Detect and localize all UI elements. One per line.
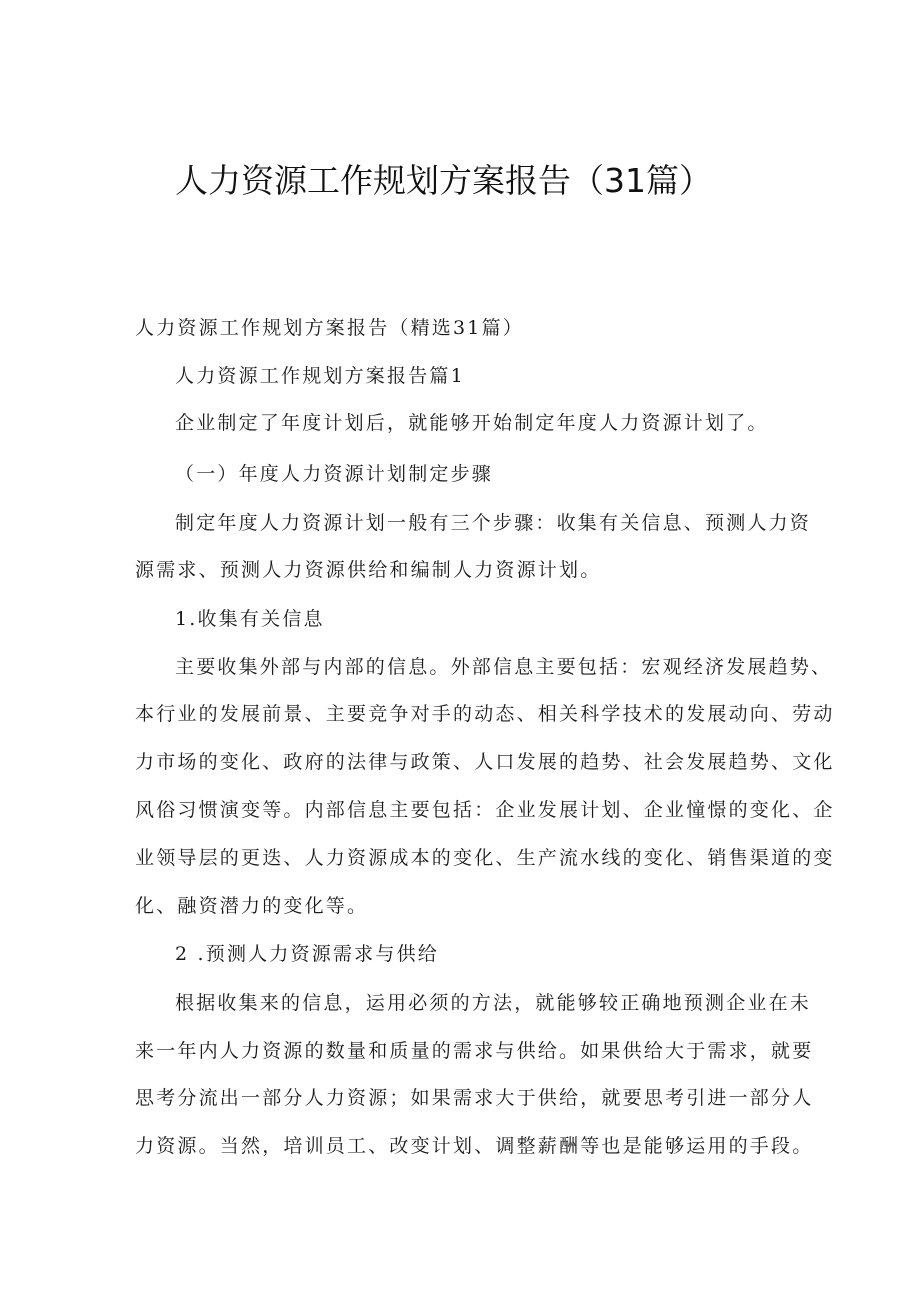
paragraph-line: 力市场的变化、政府的法律与政策、人口发展的趋势、社会发展趋势、文化 <box>135 751 835 773</box>
paragraph-line: 制定年度人力资源计划一般有三个步骤：收集有关信息、预测人力资 <box>175 512 812 534</box>
paragraph-line: 风俗习惯演变等。内部信息主要包括：企业发展计划、企业憧憬的变化、企 <box>135 799 835 821</box>
numbered-heading: 1.收集有关信息 <box>175 608 325 630</box>
section-heading: 人力资源工作规划方案报告篇1 <box>175 365 465 387</box>
paragraph-line: 主要收集外部与内部的信息。外部信息主要包括：宏观经济发展趋势、 <box>175 656 833 678</box>
paragraph-line: 源需求、预测人力资源供给和编制人力资源计划。 <box>135 559 602 581</box>
paragraph-line: 力资源。当然，培训员工、改变计划、调整薪酬等也是能够运用的手段。 <box>135 1135 814 1157</box>
paragraph-line: 本行业的发展前景、主要竞争对手的动态、相关科学技术的发展动向、劳动 <box>135 703 835 725</box>
paragraph-line: 化、融资潜力的变化等。 <box>135 895 369 917</box>
paragraph-line: 思考分流出一部分人力资源；如果需求大于供给，就要思考引进一部分人 <box>135 1087 814 1109</box>
paragraph-line: 来一年内人力资源的数量和质量的需求与供给。如果供给大于需求，就要 <box>135 1040 814 1062</box>
document-subtitle: 人力资源工作规划方案报告（精选31篇） <box>135 317 524 339</box>
paragraph-line: 根据收集来的信息，运用必须的方法，就能够较正确地预测企业在未 <box>175 992 812 1014</box>
document-title: 人力资源工作规划方案报告（31篇） <box>175 161 712 200</box>
paragraph-line: 业领导层的更迭、人力资源成本的变化、生产流水线的变化、销售渠道的变 <box>135 847 835 869</box>
numbered-heading: 2 .预测人力资源需求与供给 <box>175 943 439 965</box>
subsection-heading: （一）年度人力资源计划制定步骤 <box>175 463 494 485</box>
paragraph-line: 企业制定了年度计划后，就能够开始制定年度人力资源计划了。 <box>175 412 769 434</box>
